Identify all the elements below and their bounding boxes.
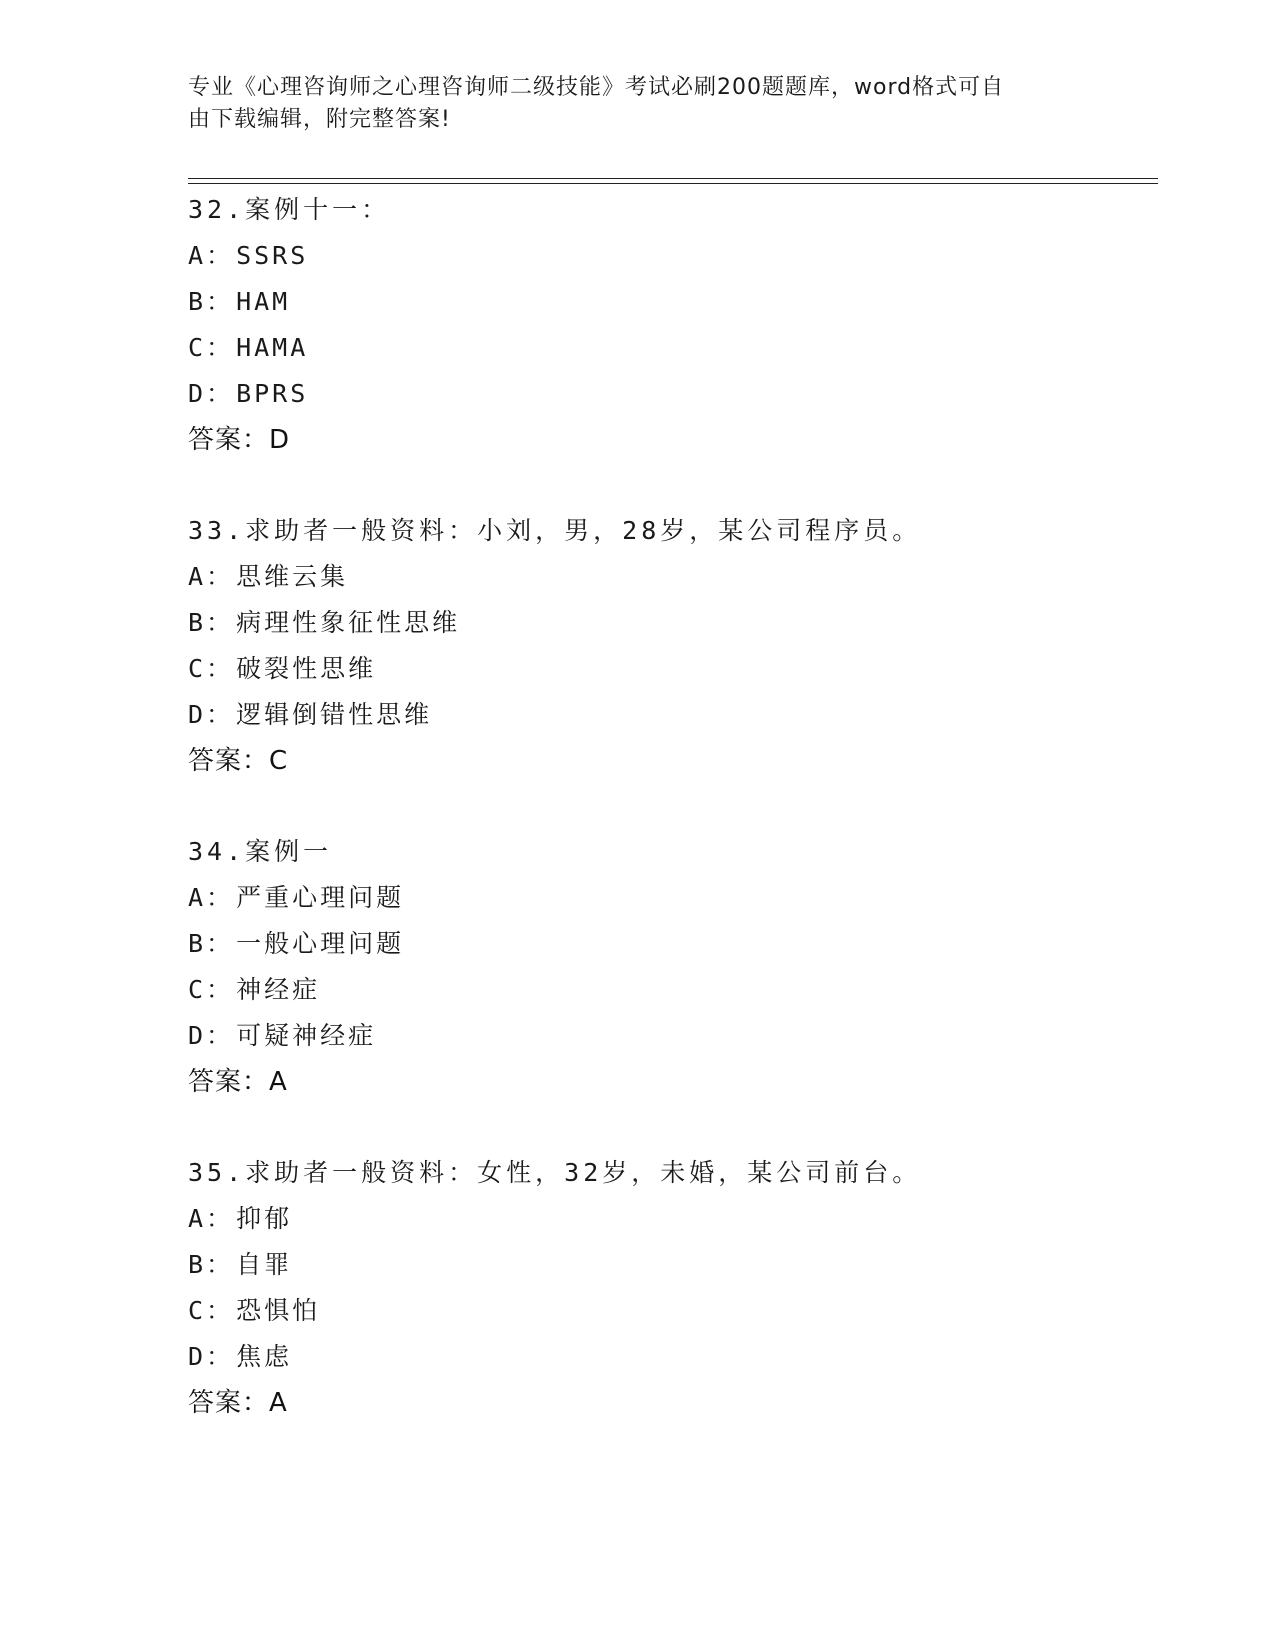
answer-label: 答案：C <box>188 746 289 776</box>
option-text: 恐惧怕 <box>236 1296 321 1325</box>
option-key: B： <box>188 1250 235 1279</box>
option-key: D： <box>188 379 235 408</box>
question-33 <box>188 508 1168 784</box>
option-d <box>188 371 1168 417</box>
option-text: SSRS <box>236 241 309 270</box>
header-divider-top <box>188 178 1158 179</box>
option-key: A： <box>188 1204 235 1233</box>
question-list <box>188 187 1168 1471</box>
option-key: A： <box>188 883 235 912</box>
header-line-1: 专业《心理咨询师之心理咨询师二级技能》考试必刷200题题库，word格式可自 <box>188 75 1005 100</box>
option-key: B： <box>188 287 235 316</box>
question-stem: 35.求助者一般资料：女性，32岁，未婚，某公司前台。 <box>188 1158 922 1187</box>
option-key: C： <box>188 654 235 683</box>
option-text: HAMA <box>236 333 309 362</box>
option-text: 抑郁 <box>236 1204 293 1233</box>
option-key: C： <box>188 975 235 1004</box>
question-34 <box>188 829 1168 1105</box>
question-stem: 33.求助者一般资料：小刘，男，28岁，某公司程序员。 <box>188 516 922 545</box>
document-header <box>188 72 1078 136</box>
question-stem: 32.案例十一： <box>188 195 391 224</box>
option-key: D： <box>188 700 235 729</box>
option-b <box>188 600 1168 646</box>
option-text: 焦虑 <box>236 1342 293 1371</box>
header-divider-bottom <box>188 183 1158 184</box>
option-text: 逻辑倒错性思维 <box>236 700 433 729</box>
question-32 <box>188 187 1168 463</box>
header-line-2: 由下载编辑，附完整答案! <box>188 107 451 132</box>
option-text: 严重心理问题 <box>236 883 405 912</box>
option-key: B： <box>188 929 235 958</box>
question-35 <box>188 1150 1168 1426</box>
option-b <box>188 921 1168 967</box>
option-text: 自罪 <box>236 1250 293 1279</box>
option-text: BPRS <box>236 379 309 408</box>
option-d <box>188 1013 1168 1059</box>
option-text: 可疑神经症 <box>236 1021 377 1050</box>
option-key: D： <box>188 1021 235 1050</box>
option-text: 一般心理问题 <box>236 929 405 958</box>
option-c <box>188 325 1168 371</box>
question-stem: 34.案例一 <box>188 837 333 866</box>
option-c <box>188 646 1168 692</box>
option-a <box>188 1196 1168 1242</box>
option-key: A： <box>188 241 235 270</box>
option-key: C： <box>188 1296 235 1325</box>
option-a <box>188 554 1168 600</box>
answer-label: 答案：D <box>188 425 291 455</box>
option-text: 破裂性思维 <box>236 654 377 683</box>
option-c <box>188 1288 1168 1334</box>
option-a <box>188 875 1168 921</box>
option-d <box>188 1334 1168 1380</box>
option-d <box>188 692 1168 738</box>
option-c <box>188 967 1168 1013</box>
option-b <box>188 279 1168 325</box>
option-text: HAM <box>236 287 291 316</box>
option-text: 神经症 <box>236 975 321 1004</box>
option-key: B： <box>188 608 235 637</box>
option-key: C： <box>188 333 235 362</box>
option-key: D： <box>188 1342 235 1371</box>
option-key: A： <box>188 562 235 591</box>
option-a <box>188 233 1168 279</box>
option-b <box>188 1242 1168 1288</box>
option-text: 病理性象征性思维 <box>236 608 461 637</box>
option-text: 思维云集 <box>236 562 349 591</box>
answer-label: 答案：A <box>188 1388 288 1418</box>
answer-label: 答案：A <box>188 1067 288 1097</box>
